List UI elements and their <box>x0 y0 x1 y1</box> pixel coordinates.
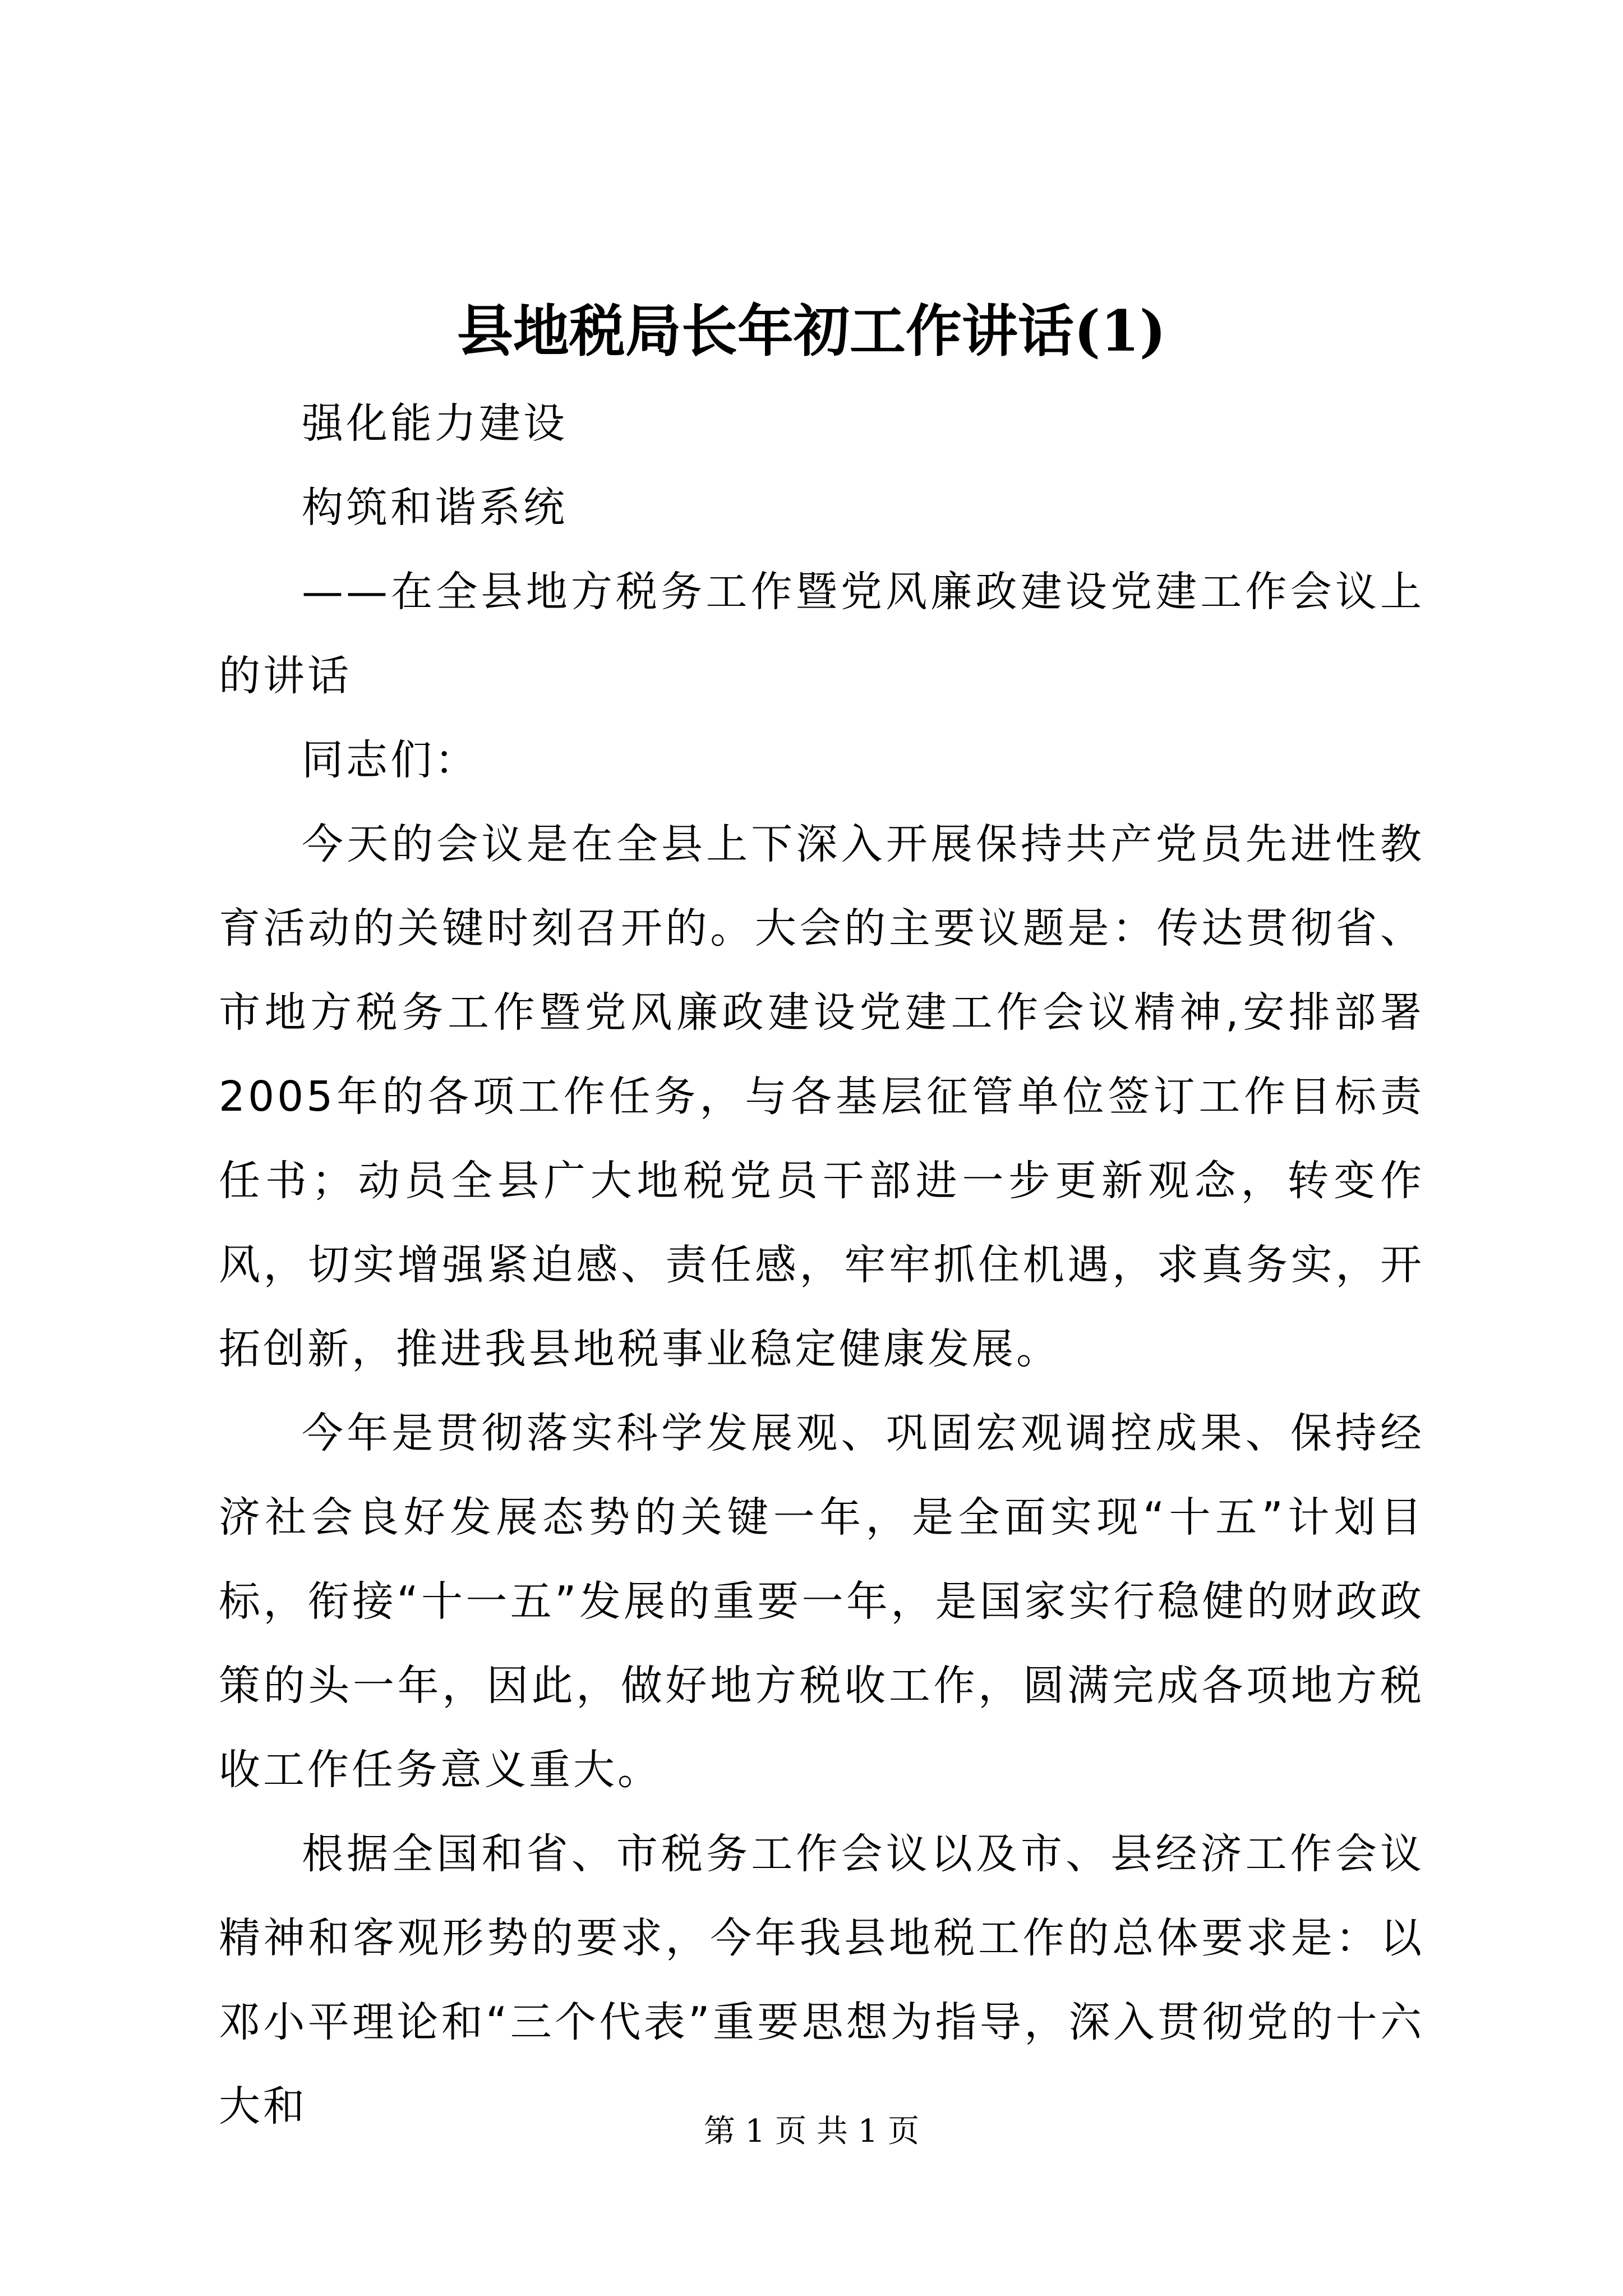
salutation: 同志们： <box>302 736 479 784</box>
document-title: 县地税局长年初工作讲话(1) <box>457 298 1166 364</box>
page-footer: 第 1 页 共 1 页 <box>703 2113 920 2150</box>
body-paragraph: 根据全国和省、市税务工作会议以及市、县经济工作会议精神和客观形势的要求，今年我县地税工作的总体要求是：以邓小平理论和“三个代表”重要思想为指导，深入贯彻党的十六大和 <box>219 1830 1424 2131</box>
body-paragraph: 今年是贯彻落实科学发展观、巩固宏观调控成果、保持经济社会良好发展态势的关键一年，是全面实现“十五”计划目标，衔接“十一五”发展的重要一年，是国家实行稳健的财政政策的头一年，因此，做好地方税收工作，圆满完成各项地方税收工作任务意义重大。 <box>219 1409 1424 1794</box>
subtitle-line-1: 强化能力建设 <box>302 399 568 448</box>
subtitle-occasion: ——在全县地方税务工作暨党风廉政建设党建工作会议上的讲话 <box>219 568 1424 700</box>
subtitle-line-2: 构筑和谐系统 <box>302 484 568 532</box>
body-paragraph: 今天的会议是在全县上下深入开展保持共产党员先进性教育活动的关键时刻召开的。大会的主要议题是：传达贯彻省、市地方税务工作暨党风廉政建设党建工作会议精神,安排部署2005年的各项工作任务，与各基层征管单位签订工作目标责任书；动员全县广大地税党员干部进一步更新观念，转变作风，切实增强紧迫感、责任感，牢牢抓住机遇，求真务实，开拓创新，推进我县地税事业稳定健康发展。 <box>219 820 1424 1373</box>
document-body <box>219 381 1424 2148</box>
